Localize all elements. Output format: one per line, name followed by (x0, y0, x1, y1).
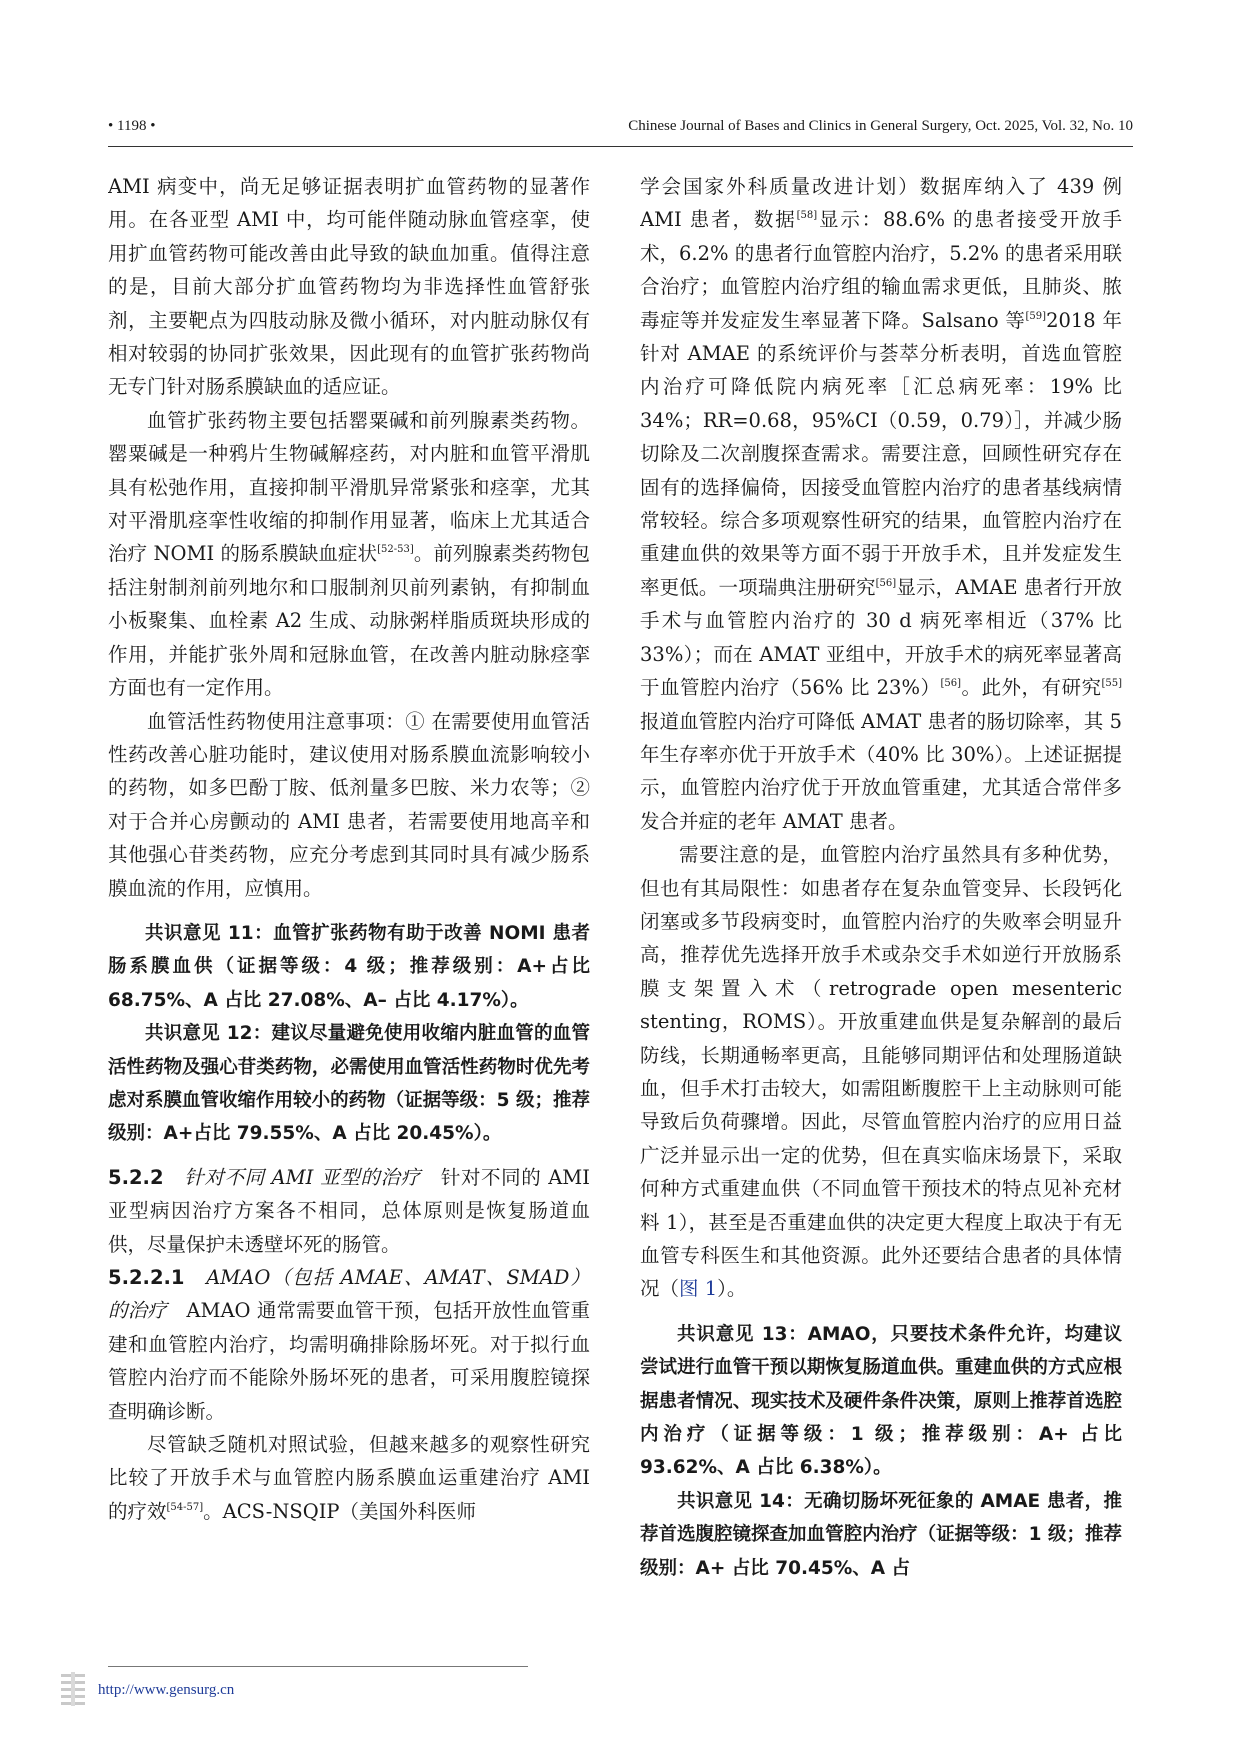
consensus-12: 共识意见 12：建议尽量避免使用收缩内脏血管的血管活性药物及强心苷类药物，必需使用血管活性药物时优先考虑对系膜血管收缩作用较小的药物（证据等级：5 级；推荐级别：A+占比 79.55%、A 占比 20.45%）。 (108, 1023, 590, 1145)
citation-ref[interactable]: [59] (1025, 310, 1047, 322)
page-number: • 1198 • (108, 118, 156, 134)
citation-ref[interactable]: [56] (875, 577, 897, 589)
header-divider (108, 146, 1133, 147)
section-number: 5.2.2.1 (108, 1266, 185, 1289)
figure-link[interactable]: 图 1 (679, 1277, 718, 1301)
page-header (108, 118, 1133, 146)
consensus-13: 共识意见 13：AMAO，只要技术条件允许，均建议尝试进行血管干预以期恢复肠道血供。重建血供的方式应根据患者情况、现实技术及硬件条件决策，原则上推荐首选腔内治疗（证据等级：1 级；推荐级别：A+ 占比 93.62%、A 占比 6.38%）。 (640, 1323, 1122, 1479)
paragraph: 尽管缺乏随机对照试验，但越来越多的观察性研究比较了开放手术与血管腔内肠系膜血运重建治疗 AMI 的疗效[54-57]。ACS-NSQIP（美国外科医师 (108, 1433, 590, 1523)
citation-ref[interactable]: [56] (940, 678, 962, 690)
section-5-2-2-1: 5.2.2.1 AMAO（包括 AMAE、AMAT、SMAD）的治疗 AMAO 通常需要血管干预，包括开放性血管重建和血管腔内治疗，均需明确排除肠坏死。对于拟行血管腔内治疗而不能除外肠坏死的患者，可采用腹腔镜探查明确诊断。 (108, 1266, 590, 1423)
paragraph: 学会国家外科质量改进计划）数据库纳入了 439 例 AMI 患者，数据[58]显示：88.6% 的患者接受开放手术，6.2% 的患者行血管腔内治疗，5.2% 的患者采用联合治疗；血管腔内治疗组的输血需求更低，且肺炎、脓毒症等并发症发生率显著下降。Salsano 等[59]2018 年针对 AMAE 的系统评价与荟萃分析表明，首选血管腔内治疗可降低院内病死率［汇总病死率：19% 比 34%；RR=0.68，95%CI（0.59，0.79）］，并减少肠切除及二次剖腹探查需求。需要注意，回顾性研究存在固有的选择偏倚，因接受血管腔内治疗的患者基线病情常较轻。综合多项观察性研究的结果，血管腔内治疗在重建血供的效果等方面不弱于开放手术，且并发症发生率更低。一项瑞典注册研究[56]显示，AMAE 患者行开放手术与血管腔内治疗的 30 d 病死率相近（37% 比 33%）；而在 AMAT 亚组中，开放手术的病死率显著高于血管腔内治疗（56% 比 23%）[56]。此外，有研究[55]报道血管腔内治疗可降低 AMAT 患者的肠切除率，其 5 年生存率亦优于开放手术（40% 比 30%）。上述证据提示，血管腔内治疗优于开放血管重建，尤其适合常伴多发合并症的老年 AMAT 患者。 (640, 175, 1122, 833)
section-title: 针对不同 AMI 亚型的治疗 (184, 1165, 421, 1189)
section-5-2-2: 5.2.2 针对不同 AMI 亚型的治疗 针对不同的 AMI 亚型病因治疗方案各不相同，总体原则是恢复肠道血供，尽量保护未透壁坏死的肠管。 (108, 1165, 590, 1256)
footer-divider (108, 1666, 528, 1667)
citation-ref[interactable]: [54-57] (166, 1501, 204, 1513)
consensus-14: 共识意见 14：无确切肠坏死征象的 AMAE 患者，推荐首选腹腔镜探查加血管腔内治疗（证据等级：1 级；推荐级别：A+ 占比 70.45%、A 占 (640, 1490, 1122, 1579)
journal-citation: Chinese Journal of Bases and Clinics in General Surgery, Oct. 2025, Vol. 32, No. 10 (628, 118, 1133, 134)
left-column (108, 170, 590, 1650)
journal-logo-icon (60, 1672, 86, 1706)
consensus-11: 共识意见 11：血管扩张药物有助于改善 NOMI 患者肠系膜血供（证据等级：4 级；推荐级别：A+占比 68.75%、A 占比 27.08%、A– 占比 4.17%）。 (108, 922, 590, 1011)
section-title: AMAO（包括 AMAE、AMAT、SMAD）的治疗 (108, 1266, 590, 1323)
paragraph: 血管扩张药物主要包括罂粟碱和前列腺素类药物。罂粟碱是一种鸦片生物碱解痉药，对内脏和血管平滑肌具有松弛作用，直接抑制平滑肌异常紧张和痉挛，尤其对平滑肌痉挛性收缩的抑制作用显著，临床上尤其适合治疗 NOMI 的肠系膜缺血症状[52-53]。前列腺素类药物包括注射制剂前列地尔和口服制剂贝前列素钠，有抑制血小板聚集、血栓素 A2 生成、动脉粥样脂质斑块形成的作用，并能扩张外周和冠脉血管，在改善内脏动脉痉挛方面也有一定作用。 (108, 408, 590, 700)
citation-ref[interactable]: [52-53] (377, 544, 414, 556)
section-number: 5.2.2 (108, 1165, 164, 1189)
website-link[interactable]: http://www.gensurg.cn (98, 1682, 235, 1698)
citation-ref[interactable]: [58] (796, 210, 818, 222)
paragraph: AMI 病变中，尚无足够证据表明扩血管药物的显著作用。在各亚型 AMI 中，均可能伴随动脉血管痉挛，使用扩血管药物可能改善由此导致的缺血加重。值得注意的是，目前大部分扩血管药物均为非选择性血管舒张剂，主要靶点为四肢动脉及微小循环，对内脏动脉仅有相对较弱的协同扩张效果，因此现有的血管扩张药物尚无专门针对肠系膜缺血的适应证。 (108, 175, 590, 399)
paragraph: 需要注意的是，血管腔内治疗虽然具有多种优势，但也有其局限性：如患者存在复杂血管变异、长段钙化闭塞或多节段病变时，血管腔内治疗的失败率会明显升高，推荐优先选择开放手术或杂交手术如逆行开放肠系膜支架置入术（retrograde open mesenteric stenting，ROMS）。开放重建血供是复杂解剖的最后防线，长期通畅率更高，且能够同期评估和处理肠道缺血，但手术打击较大，如需阻断腹腔干上主动脉则可能导致后负荷骤增。因此，尽管血管腔内治疗的应用日益广泛并显示出一定的优势，但在真实临床场景下，采取何种方式重建血供（不同血管干预技术的特点见补充材料 1），甚至是否重建血供的决定更大程度上取决于有无血管专科医生和其他资源。此外还要结合患者的具体情况（图 1）。 (640, 843, 1122, 1301)
paragraph: 血管活性药物使用注意事项：① 在需要使用血管活性药改善心脏功能时，建议使用对肠系膜血流影响较小的药物，如多巴酚丁胺、低剂量多巴胺、米力农等；② 对于合并心房颤动的 AMI 患者，若需要使用地高辛和其他强心苷类药物，应充分考虑到其同时具有减少肠系膜血流的作用，应慎用。 (108, 709, 590, 900)
citation-ref[interactable]: [55] (1101, 678, 1122, 690)
right-column (640, 170, 1122, 1650)
